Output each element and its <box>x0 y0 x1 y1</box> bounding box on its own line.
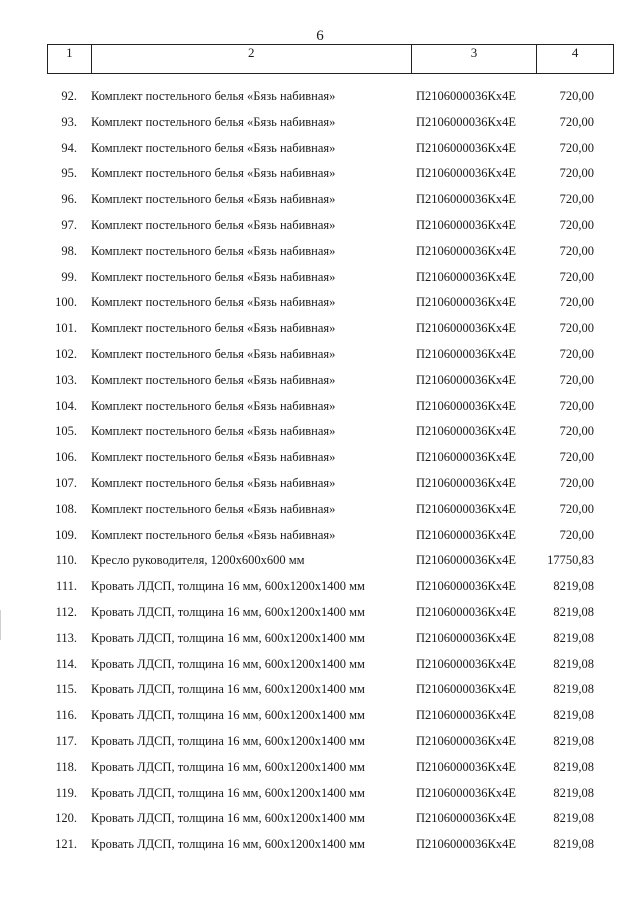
row-price: 720,00 <box>559 346 594 361</box>
header-col-3: 3 <box>412 45 538 73</box>
row-number: 100. <box>55 295 77 310</box>
row-price: 8219,08 <box>553 579 594 594</box>
row-code: П2106000036Кх4Е <box>416 398 516 413</box>
row-price: 720,00 <box>559 372 594 387</box>
row-price: 720,00 <box>559 89 594 103</box>
row-code: П2106000036Кх4Е <box>416 295 516 310</box>
table-row <box>0 213 640 239</box>
table-row <box>0 342 640 368</box>
row-code: П2106000036Кх4Е <box>416 346 516 361</box>
row-description: Кровать ЛДСП, толщина 16 мм, 600х1200х1400 мм <box>91 579 365 594</box>
table-row <box>0 677 640 703</box>
row-number: 101. <box>55 321 77 336</box>
row-number: 96. <box>61 192 77 207</box>
table-row <box>0 832 640 858</box>
row-code: П2106000036Кх4Е <box>416 192 516 207</box>
row-price: 8219,08 <box>553 656 594 671</box>
table-row <box>0 316 640 342</box>
row-number: 113. <box>55 630 77 645</box>
row-price: 720,00 <box>559 475 594 490</box>
row-price: 720,00 <box>559 140 594 155</box>
row-code: П2106000036Кх4Е <box>416 656 516 671</box>
row-code: П2106000036Кх4Е <box>416 243 516 258</box>
row-description: Комплект постельного белья «Бязь набивная» <box>91 398 336 413</box>
row-description: Комплект постельного белья «Бязь набивная» <box>91 243 336 258</box>
row-number: 98. <box>61 243 77 258</box>
row-description: Кровать ЛДСП, толщина 16 мм, 600х1200х1400 мм <box>91 604 365 619</box>
row-description: Кровать ЛДСП, толщина 16 мм, 600х1200х1400 мм <box>91 837 365 852</box>
row-code: П2106000036Кх4Е <box>416 475 516 490</box>
row-number: 111. <box>56 579 77 594</box>
table-row <box>0 548 640 574</box>
row-description: Кровать ЛДСП, толщина 16 мм, 600х1200х1400 мм <box>91 630 365 645</box>
row-number: 105. <box>55 424 77 439</box>
table-row <box>0 239 640 265</box>
row-price: 720,00 <box>559 398 594 413</box>
row-number: 93. <box>61 114 77 129</box>
row-price: 8219,08 <box>553 733 594 748</box>
row-number: 109. <box>55 527 77 542</box>
row-description: Комплект постельного белья «Бязь набивная» <box>91 475 336 490</box>
row-description: Кровать ЛДСП, толщина 16 мм, 600х1200х1400 мм <box>91 759 365 774</box>
row-number: 110. <box>55 553 77 568</box>
row-description: Кровать ЛДСП, толщина 16 мм, 600х1200х1400 мм <box>91 811 365 826</box>
row-code: П2106000036Кх4Е <box>416 553 516 568</box>
row-code: П2106000036Кх4Е <box>416 604 516 619</box>
table-row <box>0 652 640 678</box>
row-code: П2106000036Кх4Е <box>416 217 516 232</box>
table-row <box>0 703 640 729</box>
table-row <box>0 265 640 291</box>
row-description: Кровать ЛДСП, толщина 16 мм, 600х1200х1400 мм <box>91 656 365 671</box>
table-row <box>0 136 640 162</box>
row-description: Комплект постельного белья «Бязь набивная» <box>91 166 336 181</box>
row-price: 720,00 <box>559 501 594 516</box>
row-description: Комплект постельного белья «Бязь набивная» <box>91 217 336 232</box>
row-number: 112. <box>55 604 77 619</box>
row-number: 107. <box>55 475 77 490</box>
row-code: П2106000036Кх4Е <box>416 321 516 336</box>
row-price: 720,00 <box>559 166 594 181</box>
row-description: Комплект постельного белья «Бязь набивная» <box>91 321 336 336</box>
row-price: 8219,08 <box>553 759 594 774</box>
row-code: П2106000036Кх4Е <box>416 501 516 516</box>
row-description: Комплект постельного белья «Бязь набивная» <box>91 295 336 310</box>
row-price: 17750,83 <box>547 553 594 568</box>
table-body <box>0 84 640 858</box>
row-number: 102. <box>55 346 77 361</box>
row-description: Кровать ЛДСП, толщина 16 мм, 600х1200х1400 мм <box>91 733 365 748</box>
row-number: 115. <box>55 682 77 697</box>
row-number: 94. <box>61 140 77 155</box>
row-description: Комплект постельного белья «Бязь набивная» <box>91 527 336 542</box>
row-code: П2106000036Кх4Е <box>416 527 516 542</box>
header-col-1: 1 <box>48 45 92 73</box>
row-number: 120. <box>55 811 77 826</box>
table-header <box>47 44 614 74</box>
table-row <box>0 290 640 316</box>
row-code: П2106000036Кх4Е <box>416 450 516 465</box>
table-row <box>0 497 640 523</box>
row-number: 121. <box>55 837 77 852</box>
table-row <box>0 626 640 652</box>
row-description: Комплект постельного белья «Бязь набивная» <box>91 140 336 155</box>
header-col-2: 2 <box>92 45 412 73</box>
row-price: 720,00 <box>559 217 594 232</box>
row-code: П2106000036Кх4Е <box>416 372 516 387</box>
row-price: 8219,08 <box>553 604 594 619</box>
row-code: П2106000036Кх4Е <box>416 114 516 129</box>
row-number: 114. <box>55 656 77 671</box>
table-row <box>0 187 640 213</box>
row-price: 8219,08 <box>553 630 594 645</box>
table-row <box>0 755 640 781</box>
row-description: Комплект постельного белья «Бязь набивная» <box>91 192 336 207</box>
row-description: Комплект постельного белья «Бязь набивная» <box>91 501 336 516</box>
row-price: 720,00 <box>559 295 594 310</box>
row-number: 116. <box>55 708 77 723</box>
row-code: П2106000036Кх4Е <box>416 579 516 594</box>
table-row <box>0 394 640 420</box>
row-code: П2106000036Кх4Е <box>416 811 516 826</box>
table-row <box>0 729 640 755</box>
table-row <box>0 445 640 471</box>
row-code: П2106000036Кх4Е <box>416 785 516 800</box>
row-price: 8219,08 <box>553 708 594 723</box>
row-code: П2106000036Кх4Е <box>416 269 516 284</box>
row-code: П2106000036Кх4Е <box>416 424 516 439</box>
row-price: 8219,08 <box>553 682 594 697</box>
row-code: П2106000036Кх4Е <box>416 166 516 181</box>
row-number: 118. <box>55 759 77 774</box>
table-row <box>0 84 640 110</box>
row-code: П2106000036Кх4Е <box>416 140 516 155</box>
row-description: Кровать ЛДСП, толщина 16 мм, 600х1200х1400 мм <box>91 682 365 697</box>
row-number: 108. <box>55 501 77 516</box>
table-row <box>0 368 640 394</box>
row-code: П2106000036Кх4Е <box>416 89 516 103</box>
row-price: 720,00 <box>559 192 594 207</box>
table-row <box>0 781 640 807</box>
row-price: 720,00 <box>559 243 594 258</box>
row-number: 97. <box>61 217 77 232</box>
row-description: Кровать ЛДСП, толщина 16 мм, 600х1200х1400 мм <box>91 785 365 800</box>
table-row <box>0 110 640 136</box>
row-description: Кресло руководителя, 1200х600х600 мм <box>91 553 305 568</box>
row-price: 8219,08 <box>553 785 594 800</box>
table-row <box>0 161 640 187</box>
row-number: 92. <box>61 89 77 103</box>
table-row <box>0 574 640 600</box>
row-price: 720,00 <box>559 424 594 439</box>
row-description: Комплект постельного белья «Бязь набивная» <box>91 346 336 361</box>
row-code: П2106000036Кх4Е <box>416 630 516 645</box>
row-price: 720,00 <box>559 527 594 542</box>
row-number: 106. <box>55 450 77 465</box>
row-number: 119. <box>55 785 77 800</box>
page-number: 6 <box>316 28 324 44</box>
row-price: 720,00 <box>559 321 594 336</box>
row-description: Комплект постельного белья «Бязь набивная» <box>91 269 336 284</box>
row-code: П2106000036Кх4Е <box>416 733 516 748</box>
row-description: Комплект постельного белья «Бязь набивная» <box>91 114 336 129</box>
row-price: 8219,08 <box>553 837 594 852</box>
row-price: 720,00 <box>559 269 594 284</box>
row-code: П2106000036Кх4Е <box>416 837 516 852</box>
table-row <box>0 471 640 497</box>
scan-margin-mark <box>0 610 1 640</box>
row-number: 103. <box>55 372 77 387</box>
row-code: П2106000036Кх4Е <box>416 759 516 774</box>
row-code: П2106000036Кх4Е <box>416 682 516 697</box>
table-row <box>0 806 640 832</box>
row-description: Комплект постельного белья «Бязь набивная» <box>91 372 336 387</box>
row-number: 104. <box>55 398 77 413</box>
table-row <box>0 419 640 445</box>
header-col-4: 4 <box>571 45 579 60</box>
row-description: Комплект постельного белья «Бязь набивная» <box>91 89 336 103</box>
row-description: Комплект постельного белья «Бязь набивная» <box>91 424 336 439</box>
row-number: 117. <box>55 733 77 748</box>
row-price: 720,00 <box>559 114 594 129</box>
row-code: П2106000036Кх4Е <box>416 708 516 723</box>
row-price: 720,00 <box>559 450 594 465</box>
row-description: Кровать ЛДСП, толщина 16 мм, 600х1200х1400 мм <box>91 708 365 723</box>
row-number: 95. <box>61 166 77 181</box>
table-row <box>0 600 640 626</box>
table-row <box>0 523 640 549</box>
row-description: Комплект постельного белья «Бязь набивная» <box>91 450 336 465</box>
row-number: 99. <box>61 269 77 284</box>
row-price: 8219,08 <box>553 811 594 826</box>
